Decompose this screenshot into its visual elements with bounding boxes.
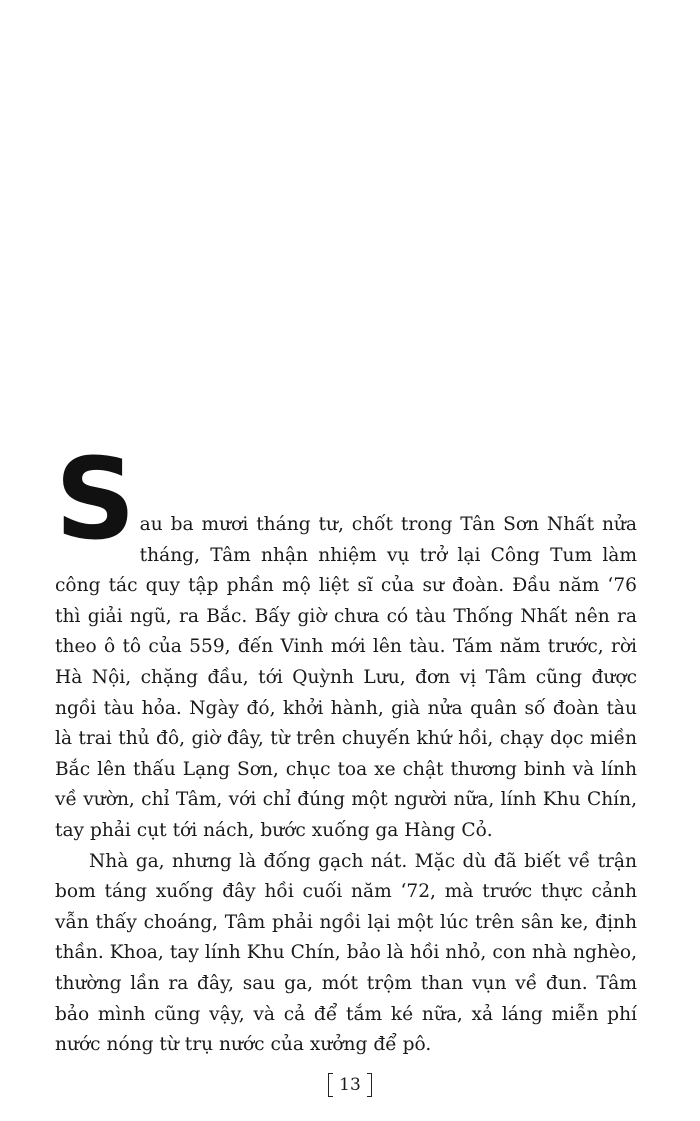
paragraph-1: au ba mươi tháng tư, chốt trong Tân Sơn Nhất nửa tháng, Tâm nhận nhiệm vụ trở lại Công Tum làm công tác quy tập phần mộ liệt sĩ của sư đoàn. Đầu năm ‘76 thì giải ngũ, ra Bắc. Bấy giờ chưa có tàu Thống Nhất nên ra theo ô tô của 559, đến Vinh mới lên tàu. Tám năm trước, rời Hà Nội, chặng đầu, tới Quỳnh Lưu, đơn vị Tâm cũng được ngồi tàu hỏa. Ngày đó, khởi hành, già nửa quân số đoàn tàu là trai thủ đô, giờ đây, từ trên chuyến khứ hồi, chạy dọc miền Bắc lên thấu Lạng Sơn, chục toa xe chật thương binh và lính về vườn, chỉ Tâm, với chỉ đúng một người nữa, lính Khu Chín, tay phải cụt tới nách, bước xuống ga Hàng Cỏ. — [55, 514, 637, 841]
page-footer — [0, 1073, 700, 1097]
page-body — [55, 435, 637, 1061]
page-number: 13 — [328, 1073, 372, 1097]
paragraph-2: Nhà ga, nhưng là đống gạch nát. Mặc dù đã biết về trận bom táng xuống đây hồi cuối năm ‘72, mà trước thực cảnh vẫn thấy choáng, Tâm phải ngồi lại một lúc trên sân ke, định thần. Khoa, tay lính Khu Chín, bảo là hồi nhỏ, con nhà nghèo, thường lần ra đây, sau ga, mót trộm than vụn về đun. Tâm bảo mình cũng vậy, và cả để tắm ké nữa, xả láng miễn phí nước nóng từ trụ nước của xưởng để pô. — [55, 850, 637, 1056]
drop-cap: S — [55, 435, 136, 565]
